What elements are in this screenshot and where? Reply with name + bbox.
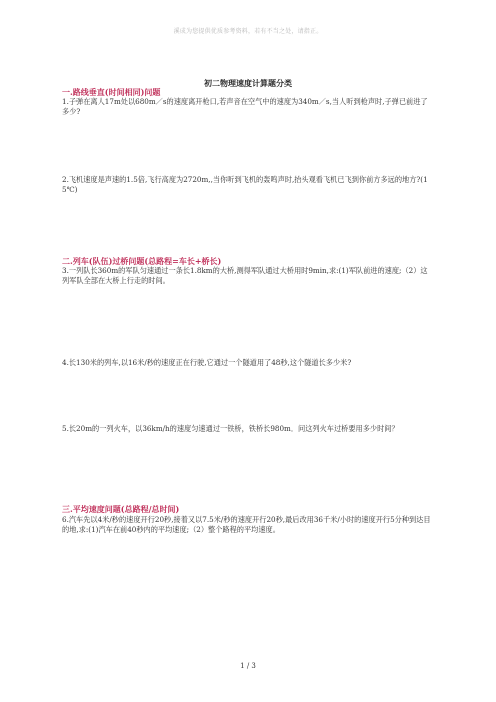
page-number: 1 / 3 (240, 662, 256, 670)
question-3: 3.一列队长360m的军队匀速通过一条长1.8km的大桥,测得军队通过大桥用时9min,求:(1)军队前进的速度;（2）这列军队全部在大桥上行走的时间。 (62, 266, 428, 286)
question-4: 4.长130米的列车,以16米/秒的速度正在行驶,它通过一个隧道用了48秒,这个隧道长多少米? (62, 358, 352, 367)
question-5: 5.长20m的一列火车，以36km/h的速度匀速通过一铁桥，铁桥长980m．问这列火车过桥要用多少时间？ (62, 424, 399, 433)
question-1: 1.子弹在离人17m处以680m／s的速度离开枪口,若声音在空气中的速度为340m／s,当人听到枪声时,子弹已前进了多少? (62, 97, 428, 117)
question-2: 2.飞机速度是声速的1.5倍,飞行高度为2720m,,当你听到飞机的轰鸣声时,抬头观看飞机已飞到你前方多远的地方?(15℃) (62, 175, 428, 195)
document-title: 初二物理速度计算题分类 (204, 78, 292, 88)
section-heading-3: 三.平均速度问题(总路程/总时间) (62, 504, 180, 514)
section-heading-1: 一.路线垂直(时间相同)问题 (62, 87, 161, 97)
header-note: 溪成为您提供优质参考资料，若有不当之处，请指正。 (173, 28, 323, 35)
section-heading-2: 二.列车(队伍)过桥问题(总路程=车长+桥长) (62, 256, 222, 266)
question-6: 6.汽车先以4米/秒的速度开行20秒,接着又以7.5米/秒的速度开行20秒,最后改用36千米/小时的速度开行5分种到达目的地,求:(1)汽车在前40秒内的平均速度;（2）整个路程的平均速度。 (62, 515, 431, 535)
